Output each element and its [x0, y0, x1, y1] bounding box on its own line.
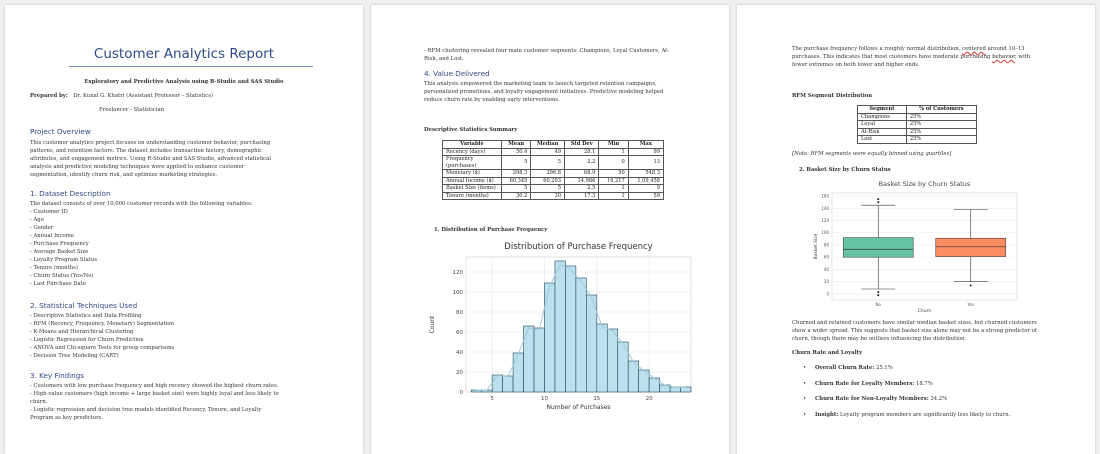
rfm-header-cell: Segment: [858, 106, 907, 114]
box-body: [843, 238, 913, 258]
histogram-bar: [597, 324, 607, 392]
x-axis-label: Churn: [917, 309, 932, 313]
value-line: reduce churn rate by enabling early interventions.: [424, 97, 560, 103]
churn-item-value: 34.2%: [928, 396, 948, 402]
stats-cell: 5: [502, 185, 531, 193]
rfm-cell: Lost: [858, 136, 907, 144]
table-row: [443, 170, 664, 178]
stats-cell: 5: [531, 185, 565, 193]
churn-item-value: 25.1%: [874, 365, 893, 371]
stats-cell: 30.2: [502, 192, 531, 200]
stats-header-cell: Std Dev: [565, 141, 599, 149]
histogram-bar: [681, 387, 691, 392]
prepared-by-line: [30, 92, 213, 100]
spellcheck-word: behavior: [992, 54, 1016, 60]
dataset-variable-list: [30, 208, 350, 288]
histogram-bar: [503, 376, 513, 392]
figure-1-caption: 1. Distribution of Purchase Frequency: [434, 227, 548, 233]
table-row: [858, 136, 977, 144]
rfm-cell: 25%: [906, 121, 976, 129]
frequency-interpretation: [792, 45, 1092, 69]
boxplot-title: Basket Size by Churn Status: [878, 180, 971, 188]
bullet-icon: •: [803, 380, 807, 387]
interpretation-line: [792, 61, 1092, 69]
table-row: [443, 177, 664, 185]
stats-body: [443, 148, 664, 200]
stats-cell: Frequency (purchases): [443, 156, 502, 170]
title-rule: [69, 66, 313, 67]
technique-item: - K-Means and Hierarchical Clustering: [30, 329, 134, 335]
rfm-header-cell: % of Customers: [906, 106, 976, 114]
bullet-icon: •: [803, 411, 807, 418]
histogram-title: Distribution of Purchase Frequency: [504, 242, 653, 252]
churn-item-label: Churn Rate for Loyalty Members:: [815, 380, 915, 387]
stats-cell: 2.2: [565, 156, 599, 170]
y-tick-label: 20: [456, 370, 463, 376]
y-tick-label: 100: [821, 230, 829, 236]
report-page-2: [371, 5, 729, 454]
overview-heading: Project Overview: [30, 127, 91, 136]
value-paragraph: [424, 80, 724, 104]
rfm-body: [858, 113, 977, 143]
rfm-cell: Champions: [858, 113, 907, 121]
churn-item-label: Overall Churn Rate:: [815, 365, 875, 371]
y-tick-label: 160: [821, 193, 829, 199]
stats-cell: 17.3: [565, 192, 599, 200]
table-row: [443, 148, 664, 156]
finding-line: churn.: [30, 399, 48, 405]
x-tick-label: No: [875, 302, 881, 307]
text-run: The purchase frequency follows a roughly normal distribution,: [792, 46, 963, 52]
churn-item-value: Loyalty program members are significantly less likely to churn.: [838, 411, 1011, 418]
stats-header-cell: Median: [531, 141, 565, 149]
boxplot-line: Churned and retained customers have similar median basket sizes, but churned customers: [792, 320, 1037, 326]
stats-cell: 548.3: [628, 170, 663, 178]
stats-cell: 60,203: [531, 177, 565, 185]
x-tick-label: Yes: [967, 302, 974, 307]
stats-cell: 13: [628, 156, 663, 170]
rfm-note: [Note: RFM segments were equally binned using quartiles]: [792, 151, 952, 157]
stats-cell: 296.8: [531, 170, 565, 178]
rfm-cell: 25%: [906, 113, 976, 121]
table-row: [443, 192, 664, 200]
rfm-cell: 25%: [906, 136, 976, 144]
outlier-point: [877, 201, 879, 203]
histogram-bar: [513, 353, 523, 392]
churn-item-label: Churn Rate for Non-Loyalty Members:: [815, 396, 929, 402]
bullet-icon: •: [803, 365, 807, 371]
dataset-variable: - Last Purchase Date: [30, 281, 86, 287]
overview-line: This customer analytics project focuses on understanding customer behavior, purchasing: [30, 140, 271, 146]
text-run: , with: [1015, 54, 1031, 60]
bullet-icon: •: [803, 396, 807, 402]
outlier-point: [877, 294, 879, 296]
dataset-variable: - Churn Status (Yes/No): [30, 273, 94, 279]
value-line: This analysis empowered the marketing team to launch targeted retention campaigns,: [424, 81, 657, 87]
report-subtitle: Exploratory and Predictive Analysis using R-Studio and SAS Studio: [84, 79, 284, 85]
findings-heading: 3. Key Findings: [30, 371, 85, 380]
stats-cell: 1,09,458: [628, 177, 663, 185]
y-tick-label: 40: [823, 266, 829, 272]
dataset-variable: - Customer ID: [30, 209, 68, 215]
rfm-finding-line: Risk, and Lost.: [424, 56, 464, 62]
dataset-variable: - Gender: [30, 225, 54, 231]
stats-cell: 1: [599, 148, 628, 156]
dataset-section: [30, 200, 350, 288]
histogram-bar: [492, 375, 502, 392]
stats-cell: 5: [531, 156, 565, 170]
stats-header-cell: Max: [628, 141, 663, 149]
text-run: fewer extremes on both lower and higher ends.: [792, 62, 920, 68]
stats-header-cell: Mean: [502, 141, 531, 149]
stats-heading: Descriptive Statistics Summary: [424, 127, 518, 133]
y-tick-label: 80: [823, 242, 829, 248]
rfm-finding-line: - RFM clustering revealed four main customer segments: Champions, Loyal Customers, At-: [424, 48, 670, 54]
text-run: around 10–13: [985, 46, 1025, 52]
x-tick-label: 5: [490, 396, 494, 402]
stats-header-cell: Min: [599, 141, 628, 149]
table-row: [443, 185, 664, 193]
stats-cell: 60,345: [502, 177, 531, 185]
rfm-segment-table: [857, 105, 977, 144]
spellcheck-word: centered: [962, 46, 986, 52]
stats-cell: 30: [531, 192, 565, 200]
stats-cell: 2.5: [565, 185, 599, 193]
stats-cell: 50: [599, 170, 628, 178]
stats-cell: 59: [628, 192, 663, 200]
dataset-variable: - Tenure (months): [30, 265, 78, 271]
rfm-header-row: [858, 106, 977, 114]
dataset-variable: - Loyalty Program Status: [30, 257, 98, 263]
dataset-variable: - Average Basket Size: [30, 249, 89, 255]
figure-2-caption: 2. Basket Size by Churn Status: [799, 167, 891, 173]
stats-cell: Annual Income ($): [443, 177, 502, 185]
table-row: [858, 113, 977, 121]
finding-line: - High-value customers (high income + large basket size) were highly loyal and less likely to: [30, 391, 279, 397]
x-tick-label: 20: [645, 396, 653, 402]
purchase-frequency-histogram: [426, 237, 701, 412]
prepared-by-label: Prepared by:: [30, 93, 68, 99]
stats-cell: 1: [599, 192, 628, 200]
descriptive-stats-table: [442, 140, 664, 200]
y-tick-label: 40: [456, 350, 463, 356]
histogram-bar: [555, 261, 565, 392]
y-axis-label: Count: [429, 315, 436, 334]
overview-line: analysis and predictive modeling techniques were applied to enhance customer: [30, 164, 245, 170]
box-body: [936, 238, 1006, 256]
finding-line: - Logistic regression and decision tree models identified Recency, Tenure, and Loyalty: [30, 407, 262, 413]
prepared-by-name: Dr. Kunal G. Khatri (Assistant Professor – Statistics): [73, 93, 213, 99]
stats-cell: 5: [502, 156, 531, 170]
y-tick-label: 0: [826, 291, 829, 297]
y-tick-label: 120: [821, 218, 829, 224]
stats-cell: Tenure (months): [443, 192, 502, 200]
technique-item: - Decision Tree Modeling (CART): [30, 353, 119, 359]
overview-line: segmentation, identify churn risk, and optimize marketing strategies.: [30, 172, 218, 178]
stats-cell: 14,986: [565, 177, 599, 185]
stats-header-row: [443, 141, 664, 149]
basket-size-boxplot: [807, 178, 1022, 313]
histogram-bar: [649, 378, 659, 392]
histogram-bar: [670, 387, 680, 392]
histogram-bar: [534, 328, 544, 392]
stats-cell: 50.4: [502, 148, 531, 156]
dataset-heading: 1. Dataset Description: [30, 189, 111, 198]
overview-paragraph: [30, 139, 350, 179]
findings-list: [30, 382, 355, 422]
interpretation-line: [792, 53, 1092, 61]
technique-item: - Descriptive Statistics and Data Profiling: [30, 313, 142, 319]
y-axis-label: Basket Size: [814, 233, 819, 260]
interpretation-line: [792, 45, 1092, 53]
boxplot-line: churn, though there may be outliers influencing the distribution.: [792, 336, 967, 342]
technique-item: - ANOVA and Chi-square Tests for group comparisons: [30, 345, 175, 351]
report-page-1: [5, 5, 363, 454]
outlier-point: [970, 284, 972, 286]
table-row: [858, 128, 977, 136]
y-tick-label: 0: [459, 390, 463, 396]
churn-item-value: 18.7%: [914, 380, 933, 387]
stats-cell: 99: [628, 148, 663, 156]
value-heading: 4. Value Delivered: [424, 69, 490, 78]
text-run: purchases. This indicates that most customers have moderate purchasing: [792, 54, 993, 60]
rfm-cell: 25%: [906, 128, 976, 136]
churn-list: [803, 364, 1093, 426]
histogram-bar: [586, 295, 596, 392]
report-page-3: [737, 5, 1095, 454]
stats-cell: 298.3: [502, 170, 531, 178]
stats-cell: 9: [628, 185, 663, 193]
histogram-bar: [544, 283, 554, 392]
overview-line: attributes, and engagement metrics. Using R-Studio and SAS Studio, advanced statistical: [30, 156, 271, 162]
x-tick-label: 10: [540, 396, 548, 402]
x-axis-label: Number of Purchases: [546, 404, 611, 411]
stats-header-cell: Variable: [443, 141, 502, 149]
y-tick-label: 120: [452, 270, 463, 276]
histogram-bar: [565, 266, 575, 392]
histogram-bar: [607, 329, 617, 392]
table-row: [443, 156, 664, 170]
y-tick-label: 20: [823, 279, 829, 285]
boxplot-line: show a wider spread. This suggests that basket size alone may not be a strong predictor of: [792, 328, 1037, 334]
value-line: personalized promotions, and loyalty engagement initiatives. Predictive modeling helped: [424, 89, 664, 95]
stats-cell: 16,217: [599, 177, 628, 185]
dataset-variable: - Purchase Frequency: [30, 241, 89, 247]
report-title: Customer Analytics Report: [93, 46, 275, 62]
overview-line: patterns, and retention factors. The dataset includes transaction history, demographic: [30, 148, 263, 154]
boxplot-paragraph: [792, 319, 1092, 343]
y-tick-label: 60: [823, 254, 829, 260]
outlier-point: [877, 198, 879, 200]
churn-heading: Churn Rate and Loyalty: [792, 350, 863, 356]
churn-item-label: Insight:: [815, 411, 839, 418]
rfm-cell: At-Risk: [858, 128, 907, 136]
prepared-by-role: Freelancer - Statistician: [99, 107, 165, 113]
y-tick-label: 80: [456, 310, 463, 316]
outlier-point: [877, 291, 879, 293]
finding-line: Program as key predictors.: [30, 415, 104, 421]
stats-cell: Monetary ($): [443, 170, 502, 178]
stats-cell: Basket Size (items): [443, 185, 502, 193]
stats-cell: 1: [599, 185, 628, 193]
rfm-heading: RFM Segment Distribution: [792, 93, 873, 99]
rfm-finding: [424, 47, 724, 63]
dataset-variable: - Annual Income: [30, 233, 74, 239]
churn-item: [803, 380, 1093, 388]
technique-item: - Logistic Regression for Churn Prediction: [30, 337, 144, 343]
finding-line: - Customers with low purchase frequency and high recency showed the highest churn rates.: [30, 383, 279, 389]
stats-cell: 49: [531, 148, 565, 156]
y-tick-label: 60: [456, 330, 463, 336]
dataset-variable: - Age: [30, 217, 44, 223]
stats-cell: 0: [599, 156, 628, 170]
y-tick-label: 140: [821, 205, 829, 211]
churn-item: [803, 364, 1093, 372]
dataset-intro: The dataset consists of over 10,000 customer records with the following variables:: [30, 201, 253, 207]
stats-cell: Recency (days): [443, 148, 502, 156]
churn-item: [803, 411, 1093, 419]
techniques-list: [30, 312, 350, 360]
stats-cell: 68.9: [565, 170, 599, 178]
y-tick-label: 100: [452, 290, 463, 296]
table-row: [858, 121, 977, 129]
x-tick-label: 15: [593, 396, 601, 402]
rfm-cell: Loyal: [858, 121, 907, 129]
stats-cell: 28.1: [565, 148, 599, 156]
techniques-heading: 2. Statistical Techniques Used: [30, 301, 138, 310]
churn-item: [803, 395, 1093, 403]
technique-item: - RFM (Recency, Frequency, Monetary) Segmentation: [30, 321, 175, 327]
histogram-bar: [576, 278, 586, 392]
